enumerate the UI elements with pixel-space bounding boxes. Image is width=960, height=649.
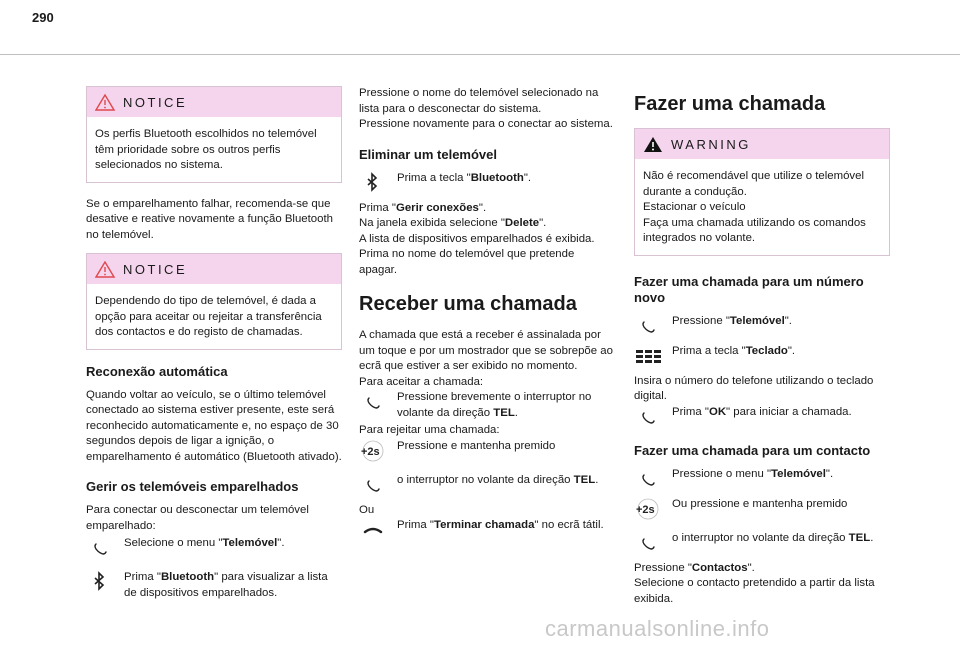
watermark: carmanualsonline.info	[545, 616, 770, 641]
warning-triangle-icon	[95, 94, 115, 111]
heading-gerir: Gerir os telemóveis emparelhados	[86, 479, 299, 494]
warning-triangle-icon	[643, 136, 663, 153]
warning-triangle-icon	[95, 261, 115, 278]
notice-title: NOTICE	[123, 95, 188, 110]
text-line: Para rejeitar uma chamada:	[359, 424, 500, 436]
notice-box	[86, 86, 342, 183]
step-item: Prima a tecla "Teclado".	[634, 344, 890, 366]
paragraph: Para conectar ou desconectar um telemóvel emparelhado:	[86, 504, 309, 532]
text-line: Ou	[359, 503, 375, 516]
warning-text: Não é recomendável que utilize o telemóvel durante a condução. Estacionar o veículo Faça uma chamada utilizando os comandos integrados no volante.	[643, 170, 866, 244]
column-3	[634, 86, 890, 607]
hang-up-icon	[359, 518, 387, 542]
heading-receber: Receber uma chamada	[359, 293, 577, 315]
heading-eliminar: Eliminar um telemóvel	[359, 146, 497, 162]
heading-numero: Fazer uma chamada para um número novo	[634, 273, 864, 305]
phone-icon	[359, 473, 387, 497]
text-line: Pressione "Contactos".	[634, 561, 755, 574]
column-1	[86, 86, 342, 609]
notice-title: NOTICE	[123, 262, 188, 277]
text-line: Prima no nome do telemóvel que pretende apagar.	[359, 248, 575, 276]
svg-text:+2s: +2s	[361, 445, 380, 458]
step-item: o interruptor no volante da direção TEL.	[634, 531, 890, 553]
step-item: Pressione brevemente o interruptor no volante da direção TEL.	[359, 390, 615, 421]
paragraph: Se o emparelhamento falhar, recomenda-se que desative e reative novamente a função Bluetooth no telemóvel.	[86, 197, 333, 241]
bluetooth-icon	[86, 570, 114, 594]
step-item: +2s Ou pressione e mantenha premido	[634, 497, 890, 519]
warning-header	[635, 129, 889, 159]
notice-header	[87, 254, 341, 284]
svg-text:+2s: +2s	[636, 503, 655, 516]
phone-icon	[634, 467, 662, 491]
text-line: Prima "Gerir conexões".	[359, 201, 487, 214]
phone-icon	[634, 405, 662, 429]
text-line: Para aceitar a chamada:	[359, 375, 484, 388]
step-item: o interruptor no volante da direção TEL.	[359, 473, 615, 495]
phone-icon	[634, 531, 662, 555]
paragraph: Pressione o nome do telemóvel selecionado na lista para o desconectar do sistema.	[359, 87, 599, 115]
step-item: Selecione o menu "Telemóvel".	[86, 536, 342, 558]
notice-text: Os perfis Bluetooth escolhidos no telemóvel têm prioridade sobre os outros perfis selecionados no sistema.	[95, 128, 317, 171]
step-item: Pressione "Telemóvel".	[634, 314, 890, 336]
heading-reconexao: Reconexão automática	[86, 363, 228, 379]
press-hold-2s-icon	[359, 439, 387, 463]
paragraph: Pressione novamente para o conectar ao sistema.	[359, 118, 613, 130]
phone-icon	[86, 536, 114, 560]
press-hold-2s-icon	[634, 497, 662, 521]
keypad-icon	[634, 344, 662, 368]
warning-box	[634, 128, 890, 256]
text-line: Na janela exibida selecione "Delete".	[359, 217, 547, 229]
phone-icon	[634, 314, 662, 338]
header-divider	[0, 54, 960, 55]
warning-title: WARNING	[671, 137, 751, 152]
phone-icon	[359, 390, 387, 414]
step-item: Prima "Bluetooth" para visualizar a lista de dispositivos emparelhados.	[86, 570, 342, 601]
step-item: Pressione o menu "Telemóvel".	[634, 467, 890, 489]
step-item: Prima a tecla "Bluetooth".	[359, 171, 615, 193]
step-item: Prima "OK" para iniciar a chamada.	[634, 405, 890, 427]
paragraph: A chamada que está a receber é assinalada por um toque e por um mostrador que se sobrepõe ao ecrã que estiver a ser exibido no momento.	[359, 329, 613, 372]
page-number: 290	[32, 10, 54, 25]
step-item: +2s Pressione e mantenha premido	[359, 439, 615, 461]
text-line: Selecione o contacto pretendido a partir da lista exibida.	[634, 577, 875, 605]
notice-header	[87, 87, 341, 117]
heading-fazer: Fazer uma chamada	[634, 93, 826, 115]
paragraph: Quando voltar ao veículo, se o último telemóvel conectado ao sistema estiver presente, este será reconhecido automaticamente e, no espaço de 30 segundos depois de ligar a ignição, o emparelhamento é automático (Bluetooth ativado).	[86, 388, 342, 463]
notice-box	[86, 253, 342, 350]
heading-contacto: Fazer uma chamada para um contacto	[634, 442, 871, 458]
step-item: Prima "Terminar chamada" no ecrã tátil.	[359, 518, 615, 540]
paragraph: Insira o número do telefone utilizando o teclado digital.	[634, 374, 874, 402]
bluetooth-icon	[359, 171, 387, 195]
text-line: A lista de dispositivos emparelhados é exibida.	[359, 232, 595, 245]
column-2	[359, 86, 615, 548]
notice-text: Dependendo do tipo de telemóvel, é dada a opção para aceitar ou rejeitar a transferência dos contactos e do registo de chamadas.	[95, 295, 322, 338]
